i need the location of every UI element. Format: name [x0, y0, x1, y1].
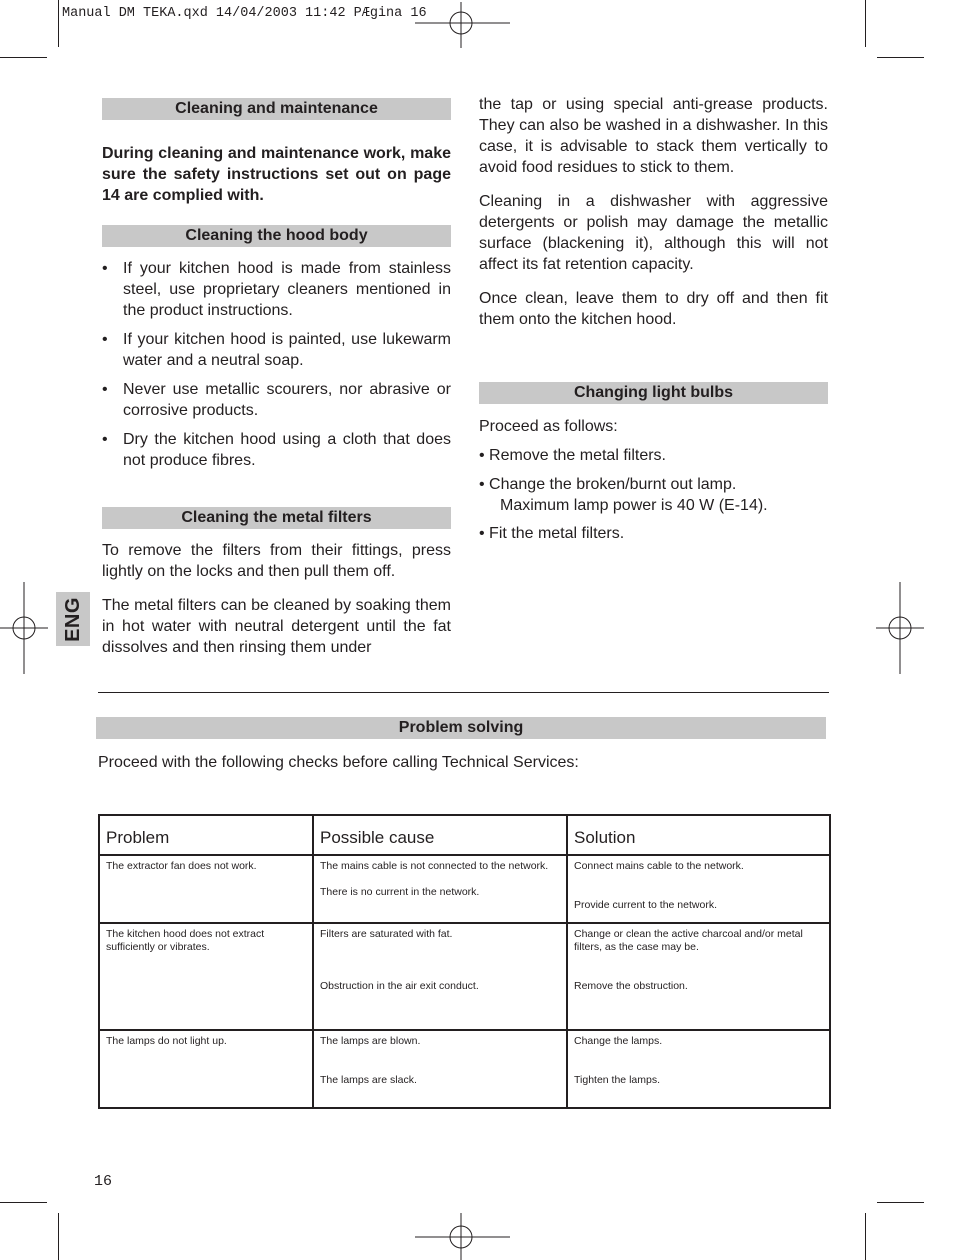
cell-text: Obstruction in the air exit conduct.	[320, 980, 479, 992]
crop-mark	[58, 1213, 59, 1260]
light-bulbs-step: • Remove the metal filters.	[479, 447, 666, 464]
table-header-row	[99, 815, 830, 855]
cell-text: The lamps are slack.	[320, 1074, 417, 1086]
list-item: • Never use metallic scourers, nor abrasive or corrosive products.	[102, 379, 451, 421]
table-cell	[99, 855, 313, 923]
table-cell	[313, 1030, 567, 1108]
cell-text: Connect mains cable to the network.	[574, 860, 744, 872]
safety-warning: During cleaning and maintenance work, make sure the safety instructions set out on page 14 are complied with.	[102, 145, 451, 204]
table-row	[99, 923, 830, 1030]
light-bulbs-intro: Proceed as follows:	[479, 418, 618, 435]
language-tab	[56, 592, 90, 646]
table-cell	[567, 923, 830, 1030]
table-cell	[313, 923, 567, 1030]
paragraph: The metal filters can be cleaned by soaking them in hot water with neutral detergent until the fat dissolves and then rinsing them under	[102, 597, 451, 656]
cell-text: There is no current in the network.	[320, 886, 480, 898]
cell-text: Provide current to the network.	[574, 899, 717, 911]
file-info-header: Manual DM TEKA.qxd 14/04/2003 11:42 PÆgina 16	[62, 6, 427, 21]
registration-mark-icon	[415, 2, 510, 48]
paragraph: Once clean, leave them to dry off and then fit them onto the kitchen hood.	[479, 290, 828, 328]
crop-mark	[877, 1202, 924, 1203]
column-header-cause: Possible cause	[313, 815, 567, 855]
crop-mark	[865, 0, 866, 47]
heading-cleaning-maintenance: Cleaning and maintenance	[102, 98, 451, 120]
crop-mark	[865, 1213, 866, 1260]
heading-hood-body: Cleaning the hood body	[102, 225, 451, 247]
cell-text: Tighten the lamps.	[574, 1074, 660, 1086]
paragraph: To remove the filters from their fittings, press lightly on the locks and then pull them off.	[102, 542, 451, 580]
list-item: • Dry the kitchen hood using a cloth that does not produce fibres.	[102, 429, 451, 471]
cell-text: The mains cable is not connected to the network.	[320, 860, 549, 872]
cell-text: Change or clean the active charcoal and/or metal filters, as the case may be.	[574, 928, 803, 953]
left-column	[102, 98, 451, 658]
crop-mark	[0, 1202, 47, 1203]
heading-problem-solving: Problem solving	[96, 717, 826, 739]
cell-text: The lamps are blown.	[320, 1035, 421, 1047]
light-bulbs-step: Maximum lamp power is 40 W (E-14).	[500, 497, 768, 514]
table-row	[99, 855, 830, 923]
section-divider	[98, 692, 829, 693]
cell-text: Remove the obstruction.	[574, 980, 688, 992]
list-item: • If your kitchen hood is painted, use lukewarm water and a neutral soap.	[102, 329, 451, 371]
registration-mark-icon	[0, 582, 48, 674]
table-row	[99, 1030, 830, 1108]
problem-solving-table	[98, 814, 831, 1109]
cell-text: The kitchen hood does not extract sufficiently or vibrates.	[106, 928, 265, 953]
cell-text: Change the lamps.	[574, 1035, 663, 1047]
cell-text: The extractor fan does not work.	[106, 860, 257, 872]
heading-light-bulbs: Changing light bulbs	[479, 382, 828, 404]
light-bulbs-step: • Change the broken/burnt out lamp.	[479, 476, 737, 493]
paragraph: Cleaning in a dishwasher with aggressive detergents or polish may damage the metallic surface (blackening it), although this will not affect its fat retention capacity.	[479, 193, 828, 273]
paragraph: the tap or using special anti-grease products. They can also be washed in a dishwasher. In this case, it is advisable to stack them vertically to avoid food residues to stick to them.	[479, 96, 828, 176]
list-item: • If your kitchen hood is made from stainless steel, use proprietary cleaners mentioned in the product instructions.	[102, 258, 451, 321]
table-cell	[567, 855, 830, 923]
table-cell	[567, 1030, 830, 1108]
column-header-solution: Solution	[567, 815, 830, 855]
crop-mark	[0, 57, 47, 58]
column-header-problem: Problem	[99, 815, 313, 855]
table-cell	[99, 1030, 313, 1108]
cell-text: Filters are saturated with fat.	[320, 928, 453, 940]
heading-metal-filters: Cleaning the metal filters	[102, 507, 451, 529]
crop-mark	[58, 0, 59, 47]
right-column	[479, 94, 828, 544]
page-number: 16	[94, 1173, 113, 1190]
language-tab-label: ENG	[61, 596, 84, 642]
problem-solving-intro: Proceed with the following checks before calling Technical Services:	[98, 754, 579, 771]
hood-body-list	[102, 258, 451, 471]
crop-mark	[877, 57, 924, 58]
registration-mark-icon	[415, 1213, 510, 1260]
light-bulbs-step: • Fit the metal filters.	[479, 525, 625, 542]
cell-text: The lamps do not light up.	[106, 1035, 227, 1047]
registration-mark-icon	[876, 582, 924, 674]
table-cell	[313, 855, 567, 923]
table-cell	[99, 923, 313, 1030]
